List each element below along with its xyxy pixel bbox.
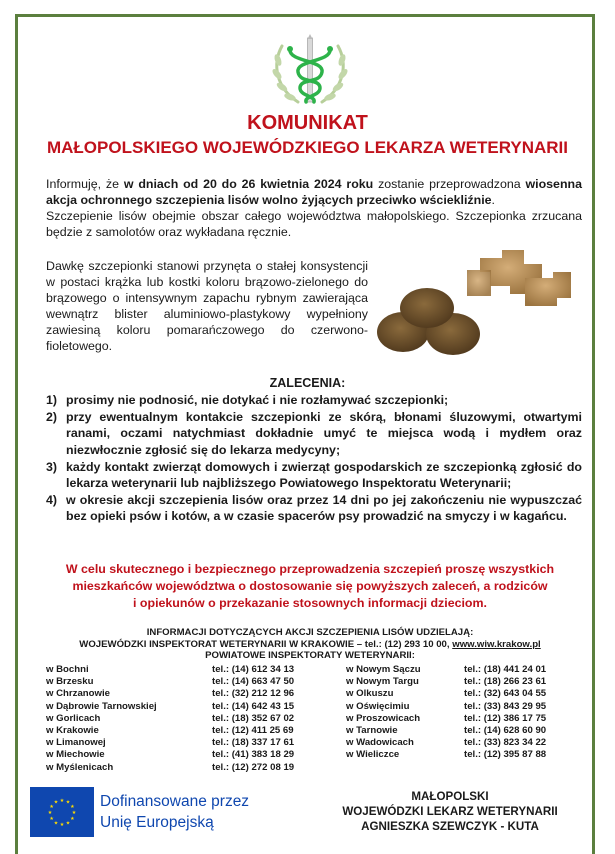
intro-paragraph: Informuję, że w dniach od 20 do 26 kwietnia 2024 roku zostanie przeprowadzona wiosenna akcja ochronnego szczepienia lisów wolno żyjących przeciwko wściekliźnie. Szczepienie lisów obejmie obszar całego województwa małopolskiego. Szczepionka zrzucana będzie z samolotów oraz wykładana ręcznie. [46,177,582,239]
svg-text:★: ★ [49,816,54,822]
piw-heading: POWIATOWE INSPEKTORATY WETERYNARII: [205,650,415,661]
table-row: w Limanowej tel.: (18) 337 17 61 [46,737,295,749]
table-row: w Nowym Targu tel.: (18) 266 23 61 [346,676,547,688]
svg-text:★: ★ [53,820,59,827]
recommendations-heading: ZALECENIA: [269,376,346,390]
table-row: w Gorlicach tel.: (18) 352 67 02 [46,712,295,724]
page-subtitle: MAŁOPOLSKIEGO WOJEWÓDZKIEGO LEKARZA WETERYNARII [46,138,568,157]
signature: MAŁOPOLSKI WOJEWÓDZKI LEKARZ WETERYNARII AGNIESZKA SZEWCZYK - KUTA [342,790,558,833]
table-row: w Bochni tel.: (14) 612 34 13 [46,664,295,675]
table-row: w Miechowie tel.: (41) 383 18 29 [46,749,295,761]
contact-heading: INFORMACJI DOTYCZĄCYCH AKCJI SZCZEPIENIA LISÓW UDZIELAJĄ: [146,627,474,638]
page-title: KOMUNIKAT [247,112,368,134]
svg-text:★: ★ [70,804,75,810]
list-item: 1) prosimy nie podnosić, nie dotykać i nie rozłamywać szczepionki; [46,393,449,407]
svg-text:★: ★ [53,799,59,806]
inspectorates-right-column [346,664,546,762]
appeal-text: W celu skutecznego i bezpiecznego przeprowadzenia szczepień proszę wszystkich mieszkańców województwa o dostosowanie się powyższych zaleceń, a rodziców i opiekunów o przekazanie stosownych informacji dzieciom. [65,562,555,610]
table-row: w Proszowicach tel.: (12) 386 17 75 [346,712,547,724]
list-item: 4) w okresie akcji szczepienia lisów oraz przez 14 dni po jej zakończeniu nie wypuszczać bez opieki psów i kotów, a w czasie spacerów psy prowadzić na smyczy i w kagańcu. [46,493,582,524]
table-row: w Olkuszu tel.: (32) 643 04 55 [346,688,547,700]
svg-text:★: ★ [59,822,65,828]
vaccine-bait-photo [375,240,585,365]
table-row: w Wadowicach tel.: (33) 823 34 22 [346,737,547,749]
bait-description: Dawkę szczepionki stanowi przynęta o stałej konsystencji w postaci krążka lub kostki koloru brązowo-zielonego do brązowego o intensywnym zapachu rybnym zawierająca wewnątrz blister aluminiowo-plastykowy wypełniony zawiesiną koloru pomarańczowego do czerwono-fioletowego. [46,259,368,353]
list-item: 2) przy ewentualnym kontakcie szczepionki ze skórą, błonami śluzowymi, otwartymi ranami, oczami natychmiast dokładnie umyć te miejsca wodą i mydłem oraz niezwłocznie zgłosić się do lekarza medycyny; [46,410,582,457]
wiw-contact: WOJEWÓDZKI INSPEKTORAT WETERYNARII W KRAKOWIE – tel.: (12) 293 10 00, www.wiw.krakow.pl [79,638,541,650]
table-row: w Tarnowie tel.: (14) 628 60 90 [346,725,547,737]
svg-text:★: ★ [65,820,71,827]
table-row: w Nowym Sączu tel.: (18) 441 24 01 [346,664,547,675]
svg-text:★: ★ [65,799,71,806]
table-row: w Brzesku tel.: (14) 663 47 50 [46,676,295,688]
svg-text:★: ★ [71,810,77,816]
table-row: w Krakowie tel.: (12) 411 25 69 [46,725,294,737]
svg-text:★: ★ [49,804,54,810]
inspectorates-left-column [46,664,294,774]
svg-text:★: ★ [70,816,75,822]
table-row: w Oświęcimiu tel.: (33) 843 29 95 [346,700,547,712]
veterinary-emblem-icon [268,30,352,114]
contact-info [30,627,590,662]
eu-flag-icon [30,787,94,837]
list-item: 3) każdy kontakt zwierząt domowych i zwierząt gospodarskich ze szczepionką zgłosić do lekarza weterynarii lub najbliższego Powiatowego Inspektoratu Weterynarii; [46,459,582,491]
table-row: w Wieliczce tel.: (12) 395 87 88 [346,749,547,761]
table-row: w Myślenicach tel.: (12) 272 08 19 [46,761,295,773]
table-row: w Dąbrowie Tarnowskiej tel.: (14) 642 43 15 [46,700,295,712]
svg-text:★: ★ [47,810,53,816]
table-row: w Chrzanowie tel.: (32) 212 12 96 [46,688,295,700]
wiw-website-link[interactable]: www.wiw.krakow.pl [452,638,541,650]
svg-text:★: ★ [59,798,65,804]
eu-funding-label: Dofinansowane przez Unię Europejską [100,793,250,831]
recommendations-list [46,392,582,526]
